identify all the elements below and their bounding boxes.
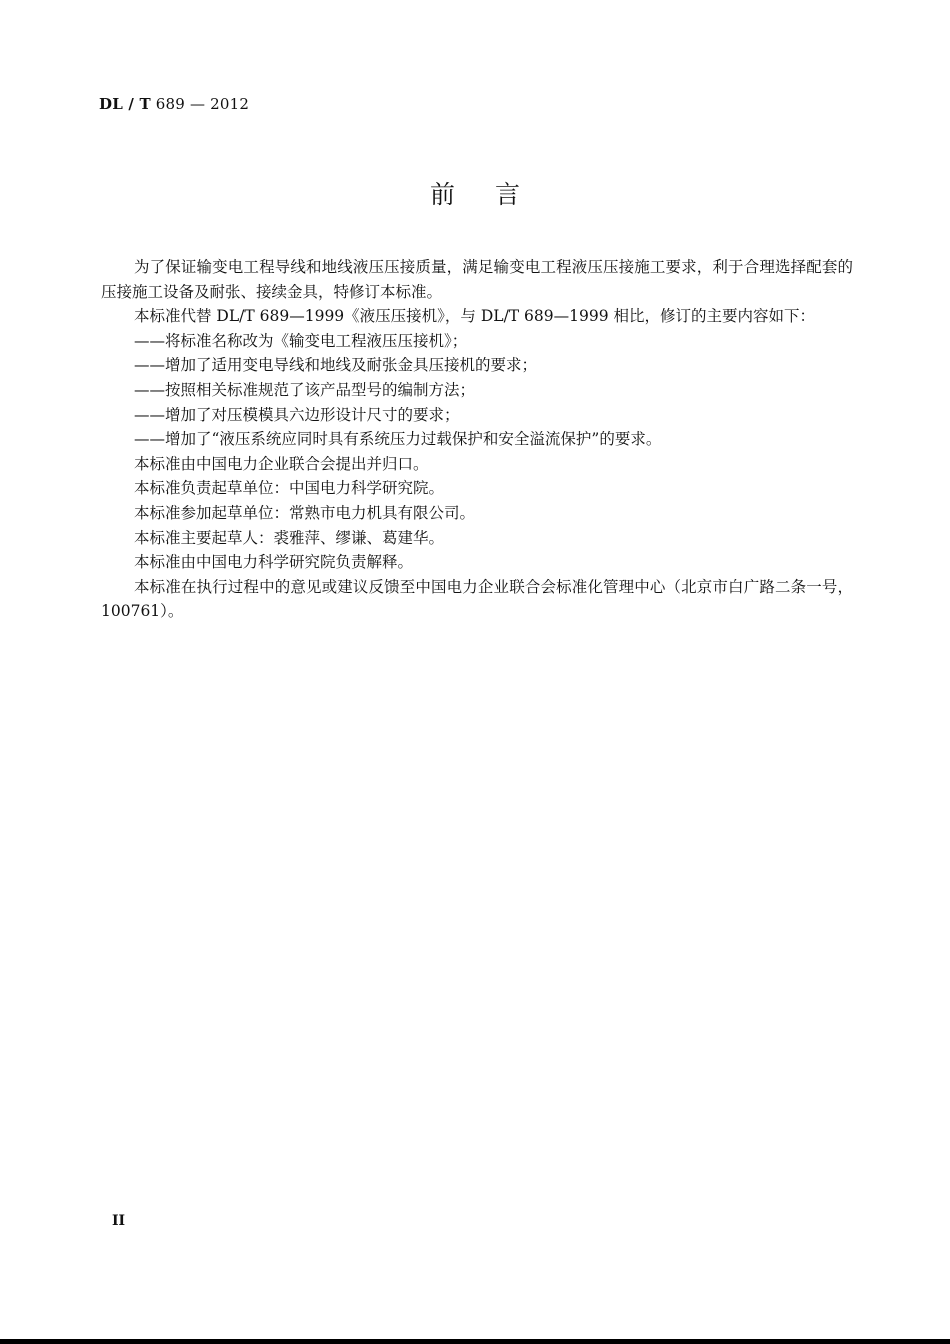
paragraph-proposer: 本标准由中国电力企业联合会提出并归口。 [134, 454, 429, 473]
page-number: II [112, 1213, 126, 1229]
paragraph-lead-drafter: 本标准负责起草单位：中国电力科学研究院。 [134, 479, 445, 498]
paragraph-interpretation: 本标准由中国电力科学研究院负责解释。 [134, 553, 414, 572]
paragraph-replaces: 本标准代替 DL/T 689—1999《液压压接机》，与 DL/T 689—1999 相比，修订的主要内容如下： [134, 307, 816, 326]
change-item-4: ——增加了对压模模具六边形设计尺寸的要求； [134, 405, 460, 424]
foreword-body [101, 255, 853, 624]
bottom-border [0, 1339, 950, 1344]
paragraph-feedback: 本标准在执行过程中的意见或建议反馈至中国电力企业联合会标准化管理中心（北京市白广路二条一号，100761）。 [101, 577, 853, 621]
standard-code-header [99, 95, 249, 113]
paragraph-participating-drafter: 本标准参加起草单位：常熟市电力机具有限公司。 [134, 503, 476, 522]
paragraph-main-drafters: 本标准主要起草人：裘雅萍、缪谦、葛建华。 [134, 528, 445, 547]
change-item-2: ——增加了适用变电导线和地线及耐张金具压接机的要求； [134, 356, 538, 375]
change-item-5: ——增加了“液压系统应同时具有系统压力过载保护和安全溢流保护”的要求。 [134, 430, 662, 449]
change-item-1: ——将标准名称改为《输变电工程液压压接机》； [134, 331, 468, 350]
standard-code-number: 689 — 2012 [150, 95, 250, 113]
paragraph-purpose: 为了保证输变电工程导线和地线液压压接质量，满足输变电工程液压压接施工要求，利于合理选择配套的压接施工设备及耐张、接续金具，特修订本标准。 [101, 258, 853, 301]
standard-code-prefix: DL / T [99, 95, 151, 113]
page-title: 前言 [429, 180, 560, 209]
change-item-3: ——按照相关标准规范了该产品型号的编制方法； [134, 380, 476, 399]
